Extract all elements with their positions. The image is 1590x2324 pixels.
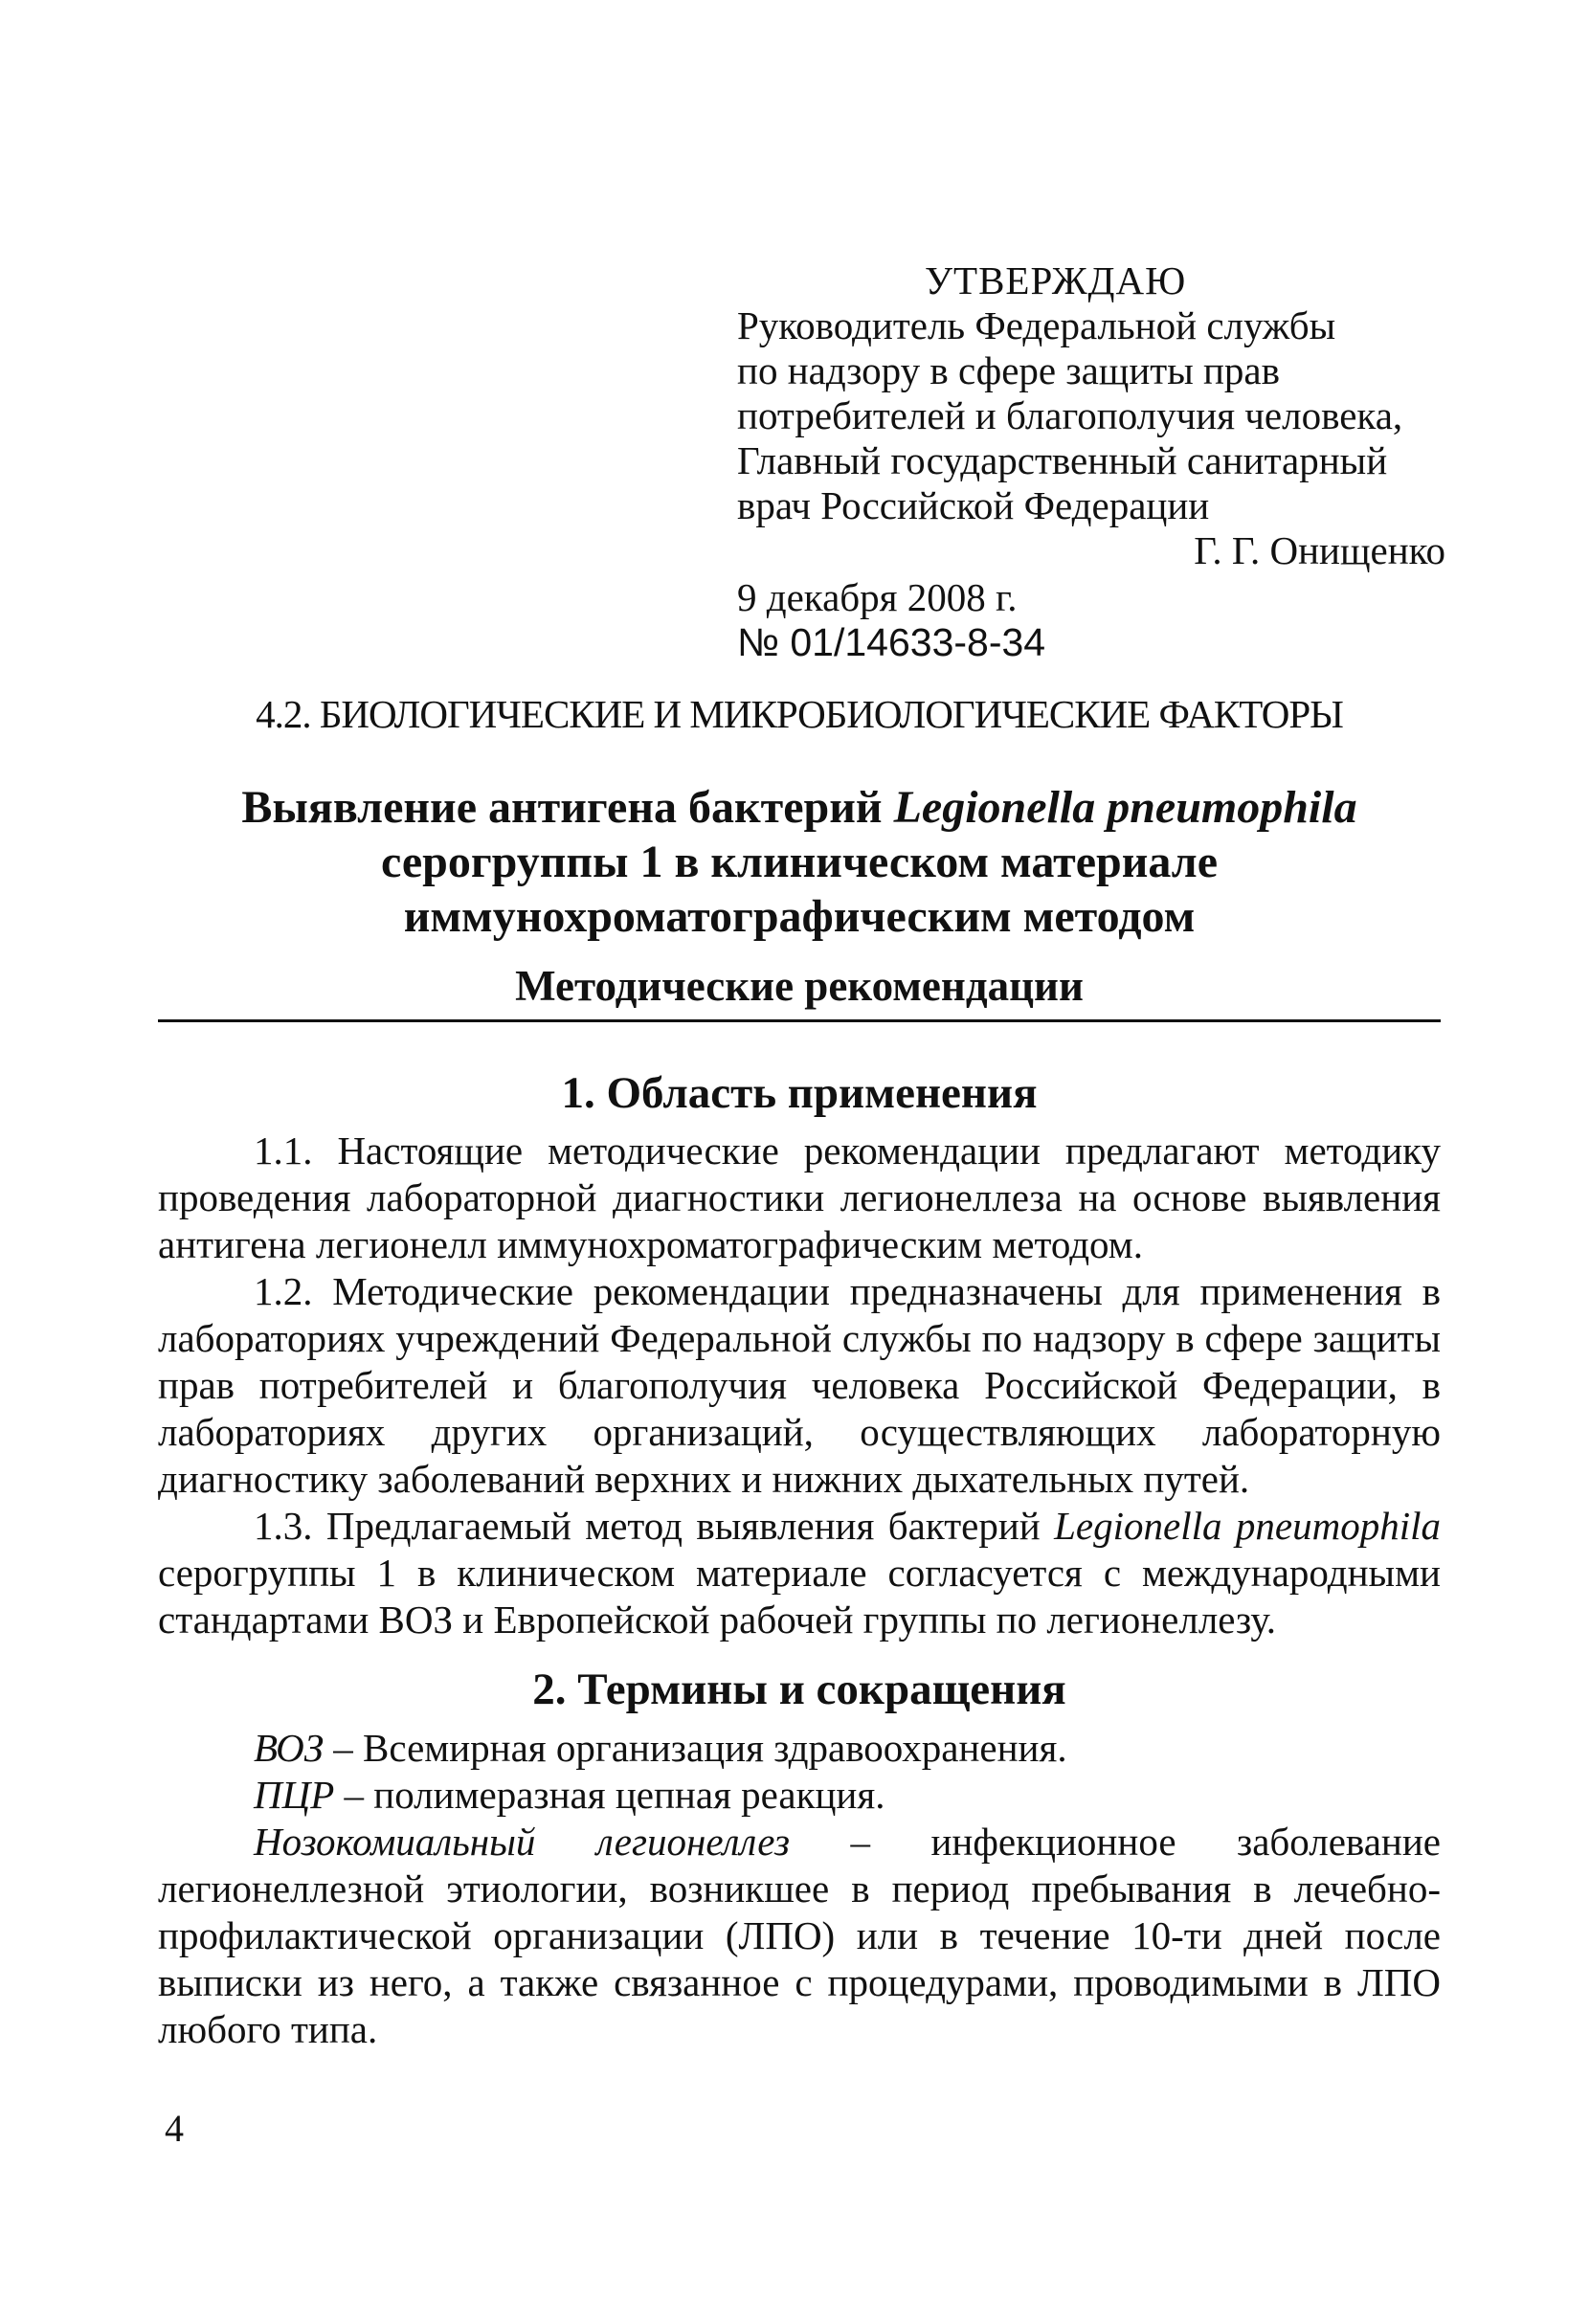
paragraph-1-1: 1.1. Настоящие методические рекомендации предлагают методику проведения лабораторной диагностики легионеллеза на основе выявления антигена легионелл иммунохроматографическим методом. — [158, 1128, 1441, 1266]
term-name: Нозокомиальный легионеллез — [254, 1820, 790, 1864]
section-1-heading: 1. Область применения — [561, 1068, 1038, 1118]
term-name: ВОЗ — [254, 1726, 325, 1770]
page-number: 4 — [165, 2107, 184, 2150]
approval-line: потребителей и благополучия человека, — [737, 393, 1403, 437]
document-subtitle: Методические рекомендации — [515, 962, 1084, 1010]
document-title — [153, 780, 1445, 944]
approval-heading: УТВЕРЖДАЮ — [925, 258, 1187, 302]
term-voz — [158, 1725, 1441, 1772]
p13-species: Legionella pneumophila — [1054, 1504, 1441, 1548]
title-species: Legionella pneumophila — [893, 782, 1357, 833]
p13-prefix: 1.3. Предлагаемый метод выявления бактерий — [254, 1504, 1055, 1548]
section-2-heading: 2. Термины и сокращения — [532, 1665, 1066, 1714]
term-definition: – полимеразная цепная реакция. — [334, 1773, 885, 1817]
approval-signer: Г. Г. Онищенко — [1194, 528, 1445, 572]
approval-line: врач Российской Федерации — [737, 483, 1210, 527]
subtitle-rule — [158, 1019, 1441, 1022]
title-line-3: иммунохроматографическим методом — [403, 891, 1196, 942]
title-prefix: Выявление антигена бактерий — [241, 782, 894, 833]
term-nosocomial — [158, 1819, 1441, 2053]
section-category: 4.2. БИОЛОГИЧЕСКИЕ И МИКРОБИОЛОГИЧЕСКИЕ ФАКТОРЫ — [256, 692, 1343, 736]
section-2-body — [158, 1725, 1441, 2053]
approval-block — [737, 258, 1445, 665]
title-line-2: серогруппы 1 в клиническом материале — [380, 837, 1219, 887]
approval-line: Руководитель Федеральной службы — [737, 303, 1336, 347]
paragraph-1-3 — [158, 1503, 1441, 1643]
term-pcr — [158, 1772, 1441, 1819]
p13-suffix: серогруппы 1 в клиническом материале согласуется с международными стандартами ВОЗ и Европейской рабочей группы по легионеллезу. — [158, 1551, 1441, 1642]
section-1-body — [158, 1128, 1441, 1643]
term-definition: – инфекционное заболевание легионеллезной этиологии, возникшее в период пребывания в лечебно-профилактической организации (ЛПО) или в течение 10-ти дней после выписки из него, а также связанное с процедурами, проводимыми в ЛПО любого типа. — [158, 1820, 1441, 2051]
term-name: ПЦР — [254, 1773, 335, 1817]
term-definition: – Всемирная организация здравоохранения. — [324, 1726, 1067, 1770]
approval-date: 9 декабря 2008 г. — [737, 575, 1018, 619]
approval-line: по надзору в сфере защиты прав — [737, 348, 1280, 392]
approval-number: № 01/14633-8-34 — [737, 620, 1046, 664]
paragraph-1-2: 1.2. Методические рекомендации предназначены для применения в лабораториях учреждений Федеральной службы по надзору в сфере защиты прав потребителей и благополучия человека Российской Федерации, в лабораториях других организаций, осуществляющих лабораторную диагностику заболеваний верхних и нижних дыхательных путей. — [158, 1269, 1441, 1501]
approval-line: Главный государственный санитарный — [737, 438, 1388, 482]
title-line-1 — [153, 780, 1445, 835]
